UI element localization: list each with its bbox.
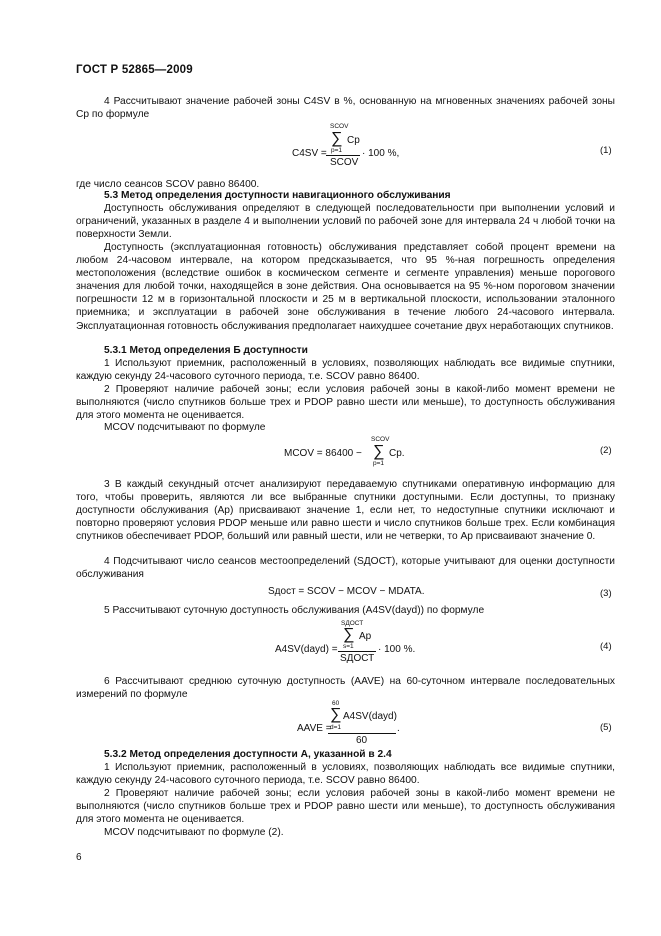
formula-1-denominator: SCOV bbox=[330, 157, 359, 168]
paragraph-availability-order: Доступность обслуживания определяют в следующей последовательности при выполнении условий и ограничений, указанных в разделе 4 и выполнении условий по рабочей зоне для интервала 24 ч любой точки на поверхности Земли. bbox=[76, 203, 615, 241]
paragraph-b-step6: 6 Рассчитывают среднюю суточную доступность (AAVE) на 60-суточном интервале последовательных измерений по формуле bbox=[76, 676, 615, 701]
formula-2-term: Cp. bbox=[389, 448, 405, 459]
formula-4-denominator: SДОСТ bbox=[340, 653, 375, 664]
formula-4-sum-top: SДОСТ bbox=[341, 620, 364, 627]
formula-1-fraction-line bbox=[326, 155, 360, 156]
paragraph-availability-definition: Доступность (эксплуатационная готовность) обслуживания представляет собой процент времени на любом 24-часовом интервале, на котором предсказывается, что 95 %-ная погрешность определения местоположения (вследствие ошибок в космическом сегменте и сегменте управления) меньше порогового значения для любой точки, находящейся в зоне действия. Она основывается на 95 %-ном пороговом значении погрешности 12 м в горизонтальной плоскости и 25 м в вертикальной плоскости, использовании эталонного приемника; и эксплуатации в рабочей зоне обслуживания в течение любого 24-часового интервала. Эксплуатационная готовность обслуживания предполагает наихудшее сочетание двух неработающих спутников. bbox=[76, 242, 615, 332]
formula-2-sum-bottom: p=1 bbox=[373, 460, 385, 467]
paragraph-step4: 4 Рассчитывают значение рабочей зоны C4SV в %, основанную на мгновенных значениях рабочей зоны Cp по формуле bbox=[76, 96, 615, 121]
paragraph-a-step1: 1 Используют приемник, расположенный в условиях, позволяющих наблюдать все видимые спутники, каждую секунду 24-часового суточного периода, т.е. SCOV равно 86400. bbox=[76, 762, 615, 787]
formula-4-tail: · 100 %. bbox=[378, 644, 416, 655]
formula-2-sigma: ∑ bbox=[373, 443, 385, 460]
formula-5-fraction-line bbox=[328, 733, 396, 734]
formula-3-text: Sдост = SCOV − MCOV − MDATA. bbox=[268, 586, 425, 597]
page-number: 6 bbox=[76, 852, 82, 863]
formula-4-sum-bottom: s=1 bbox=[343, 643, 354, 650]
section-heading-5-3: 5.3 Метод определения доступности навигационного обслуживания bbox=[104, 190, 451, 201]
paragraph-b-step5: 5 Рассчитывают суточную доступность обслуживания (A4SV(dayd)) по формуле bbox=[104, 605, 485, 616]
formula-4-sigma: ∑ bbox=[343, 626, 355, 643]
paragraph-mcov-ref: MCOV подсчитывают по формуле (2). bbox=[104, 827, 284, 838]
formula-5-sum-bottom: d=1 bbox=[330, 724, 342, 731]
section-heading-5-3-2: 5.3.2 Метод определения доступности А, указанной в 2.4 bbox=[104, 749, 392, 760]
formula-5-term: A4SV(dayd) bbox=[343, 711, 397, 722]
paragraph-a-step2: 2 Проверяют наличие рабочей зоны; если условия рабочей зоны в какой-либо момент времени не выполняются (число спутников больше трех и PDOP равно шести или меньше), то доступность обслуживания для этого момента не оценивается. bbox=[76, 788, 615, 826]
formula-4-lhs: A4SV(dayd) = bbox=[275, 644, 338, 655]
formula-5-sum-top: 60 bbox=[332, 700, 340, 707]
document-header: ГОСТ Р 52865—2009 bbox=[76, 64, 193, 76]
formula-1-tail: · 100 %, bbox=[362, 148, 400, 159]
paragraph-mcov-intro: MCOV подсчитывают по формуле bbox=[104, 422, 266, 433]
formula-4-fraction-line bbox=[338, 651, 376, 652]
equation-number-1: (1) bbox=[600, 145, 612, 156]
formula-1-lhs: C4SV = bbox=[292, 148, 327, 159]
formula-1-sum-top: SCOV bbox=[330, 123, 349, 130]
paragraph-b-step1: 1 Используют приемник, расположенный в условиях, позволяющих наблюдать все видимые спутники, каждую секунду 24-часового суточного периода, т.е. SCOV равно 86400. bbox=[76, 358, 615, 383]
formula-5-tail: . bbox=[397, 723, 400, 734]
formula-5-lhs: AAVE = bbox=[297, 723, 332, 734]
paragraph-b-step4: 4 Подсчитывают число сеансов местоопределений (SДОСТ), которые учитывают для оценки доступности обслуживания bbox=[76, 556, 615, 581]
paragraph-b-step2: 2 Проверяют наличие рабочей зоны; если условия рабочей зоны в какой-либо момент времени не выполняются (число спутников больше трех и PDOP равно шести или меньше), то доступность обслуживания для этого момента не оценивается. bbox=[76, 384, 615, 422]
equation-number-5: (5) bbox=[600, 722, 612, 733]
paragraph-scov: где число сеансов SCOV равно 86400. bbox=[76, 179, 260, 190]
formula-2-sum-top: SCOV bbox=[371, 436, 390, 443]
formula-2-lhs: MCOV = 86400 − bbox=[284, 448, 362, 459]
paragraph-b-step3: 3 В каждый секундный отсчет анализируют передаваемую спутниками оперативную информацию для того, чтобы проверить, являются ли все выбранные спутники доступными. Если доступны, то признаку доступности обслуживания (Ap) присваивают значение 1, если нет, то недоступные спутники исключают и повторно проверяют условия PDOP меньше или равно шести и число спутников больше трех. Если комбинация спутников обеспечивает PDOP, больший или равный шести, или не четверки, то Ap присваивают значение 0. bbox=[76, 479, 615, 543]
formula-5-denominator: 60 bbox=[356, 735, 368, 746]
equation-number-4: (4) bbox=[600, 641, 612, 652]
formula-4-term: Ap bbox=[359, 631, 372, 642]
equation-number-3: (3) bbox=[600, 588, 612, 599]
formula-1-sigma: ∑ bbox=[331, 130, 343, 147]
section-heading-5-3-1: 5.3.1 Метод определения Б доступности bbox=[104, 345, 308, 356]
formula-1-term: Cp bbox=[347, 135, 360, 146]
formula-5-sigma: ∑ bbox=[330, 706, 342, 723]
formula-1-sum-bottom: p=1 bbox=[331, 147, 343, 154]
equation-number-2: (2) bbox=[600, 445, 612, 456]
